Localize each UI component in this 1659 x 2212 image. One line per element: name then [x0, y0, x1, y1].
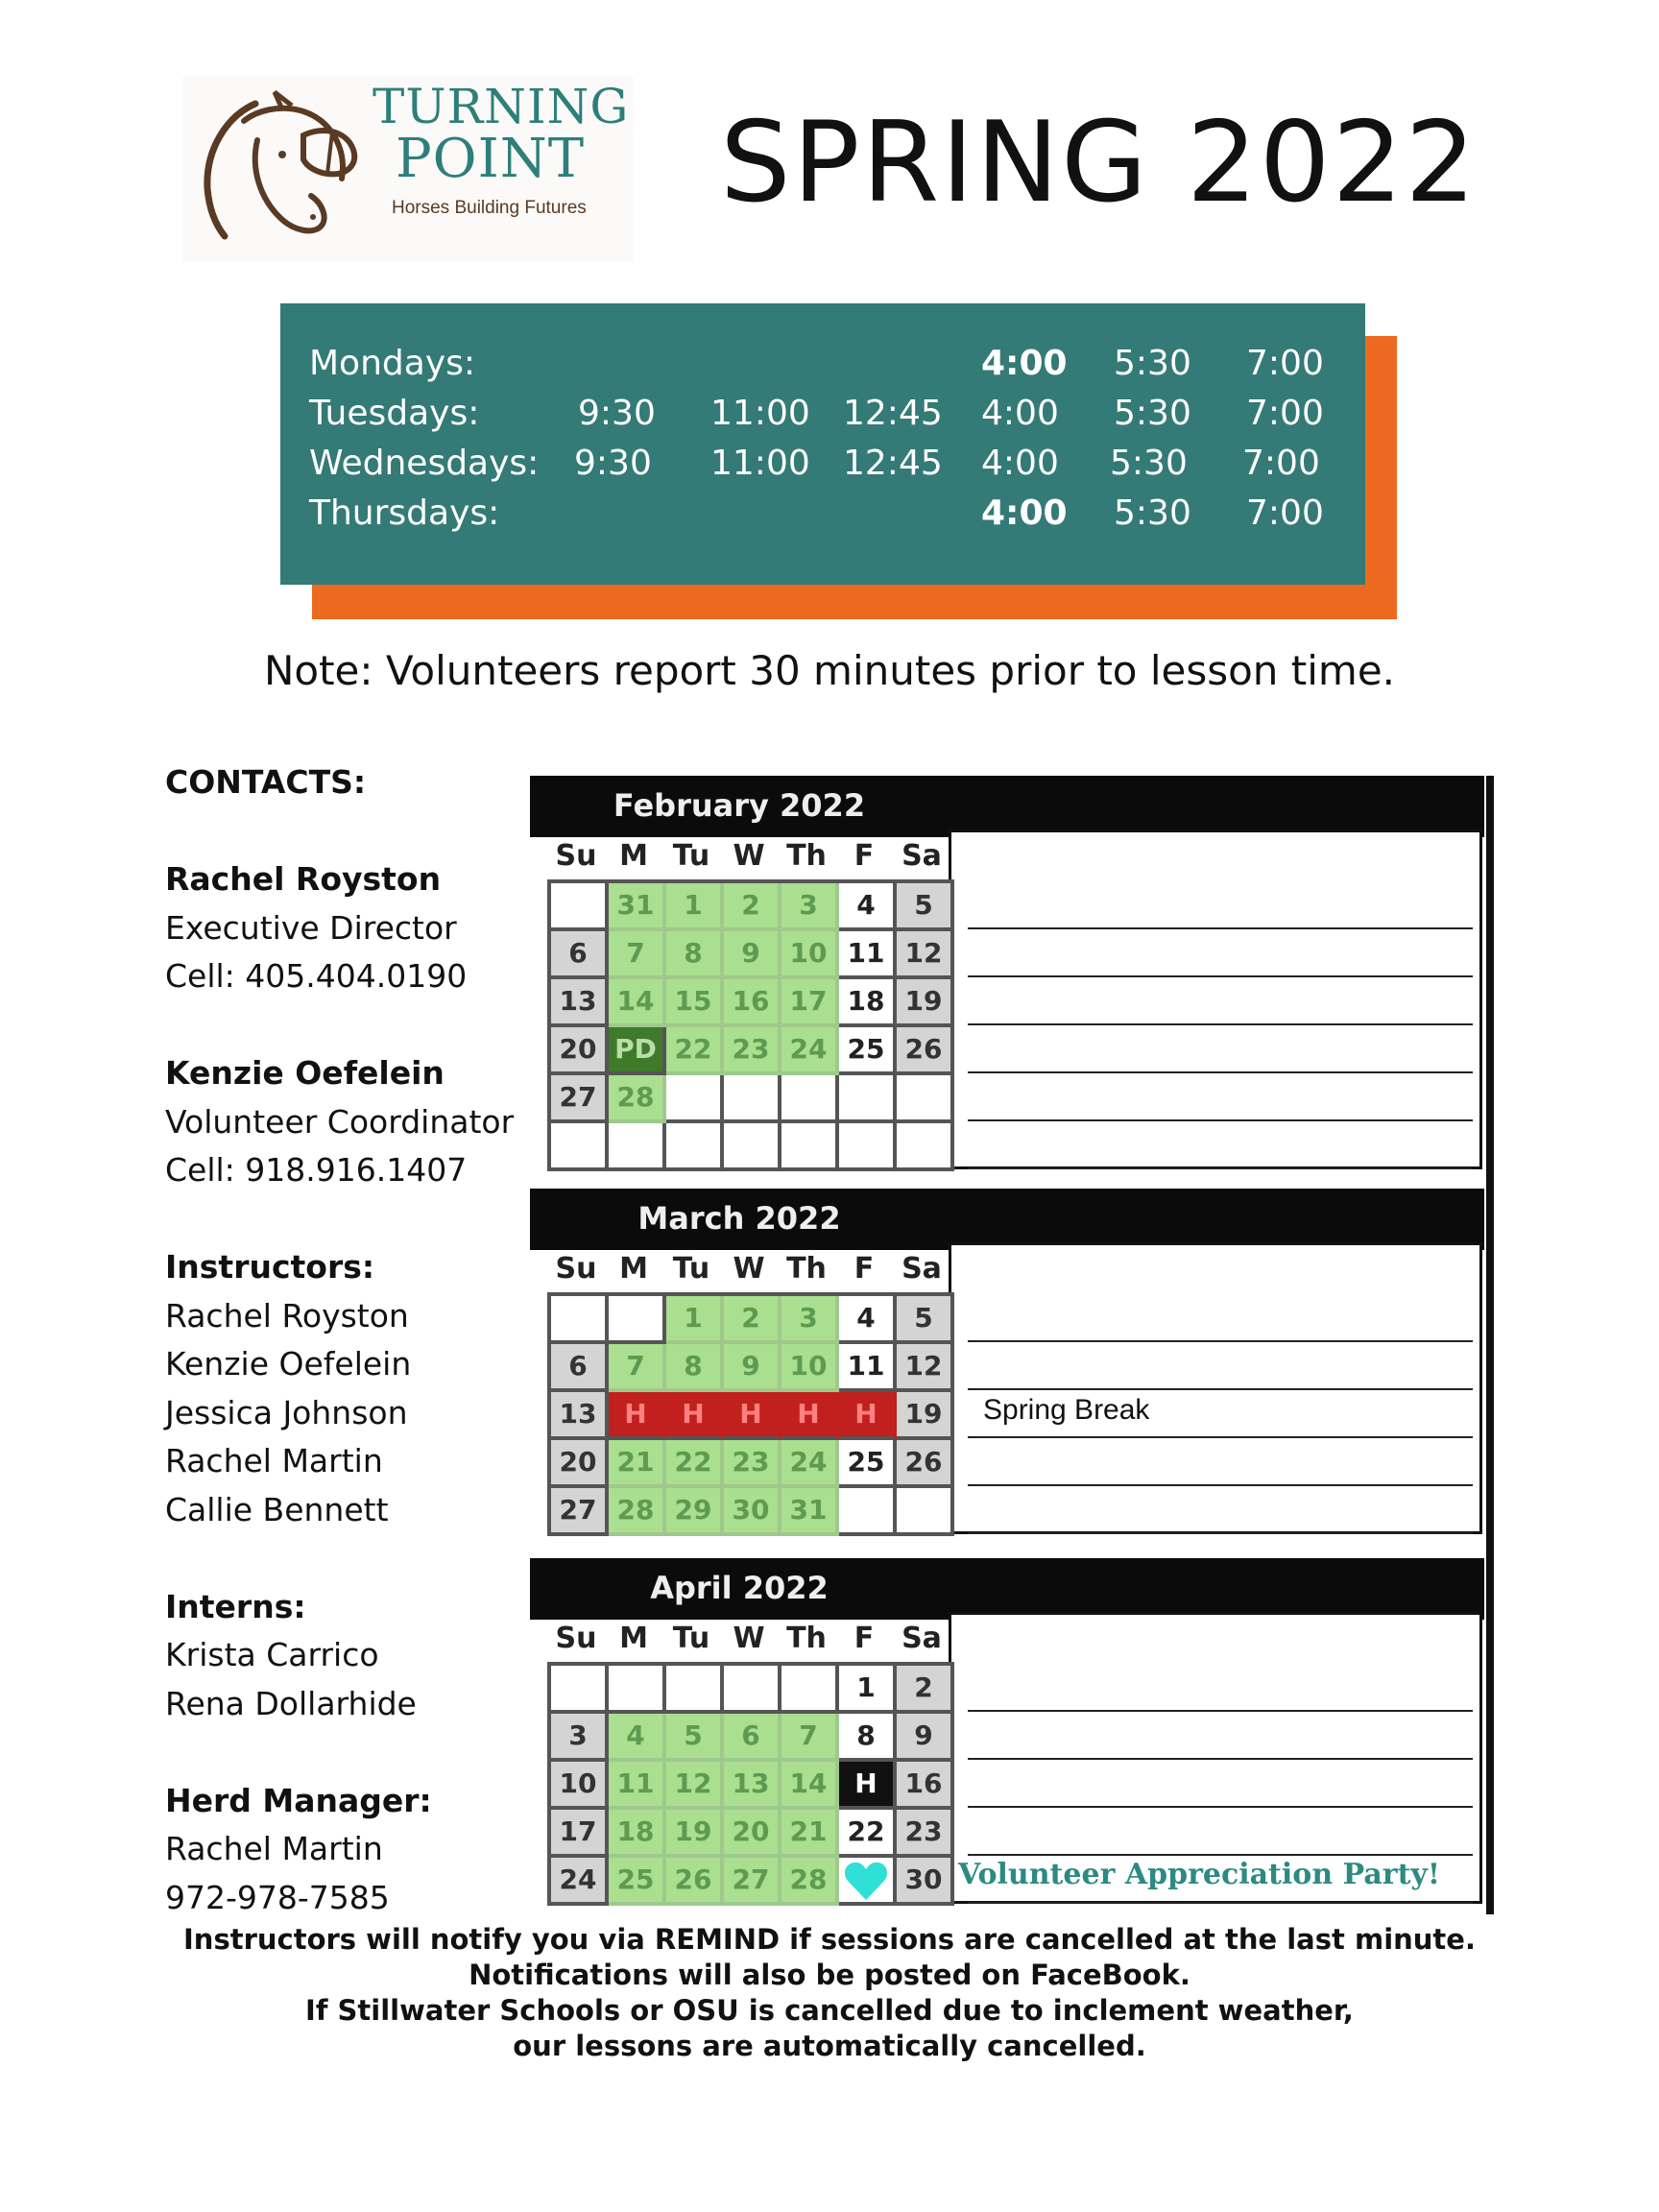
schedule-time: 5:30: [1110, 444, 1188, 483]
schedule-day: Mondays:: [309, 344, 476, 383]
month-title-bar: [530, 1189, 1484, 1250]
schedule-time: 4:00: [981, 444, 1059, 483]
calendar-day-cell: 11: [839, 931, 897, 979]
volunteer-party-note: Volunteer Appreciation Party!: [958, 1858, 1441, 1891]
calendar-day-cell: 30: [897, 1858, 954, 1906]
logo-word-turning: TURNING: [373, 79, 630, 134]
calendar-day-cell: [609, 1666, 666, 1714]
contact-phone: Cell: 405.404.0190: [165, 957, 468, 995]
calendar-day-cell: 6: [551, 1344, 609, 1392]
month-grid: [547, 1292, 954, 1536]
month-title: March 2022: [637, 1200, 841, 1237]
calendar-day-cell: 4: [839, 883, 897, 931]
calendar-day-cell: 10: [551, 1762, 609, 1810]
month-title-bar: [530, 1558, 1484, 1620]
calendar-day-cell: 18: [839, 979, 897, 1027]
calendar-day-cell: 26: [897, 1440, 954, 1488]
weekday-header: F: [854, 1622, 875, 1655]
calendar-day-cell: 27: [551, 1075, 609, 1123]
calendar-day-cell: 31: [609, 883, 666, 931]
schedule-time: 4:00: [981, 493, 1068, 533]
weekday-header: Sa: [902, 839, 942, 873]
calendar-day-cell: 15: [666, 979, 724, 1027]
weekday-header: Tu: [672, 1622, 710, 1655]
calendar-day-cell: 8: [666, 1344, 724, 1392]
calendar-day-cell: 23: [724, 1027, 781, 1075]
instructor-name: Kenzie Oefelein: [165, 1345, 412, 1382]
turning-point-logo: [182, 77, 634, 261]
weekday-header: F: [854, 1252, 875, 1286]
intern-name: Rena Dollarhide: [165, 1684, 417, 1722]
calendar-day-cell: 9: [724, 931, 781, 979]
calendar-day-cell: 10: [781, 931, 839, 979]
calendar-day-cell: 11: [839, 1344, 897, 1392]
weekday-header: Su: [555, 1252, 597, 1286]
calendar-day-cell: 11: [609, 1762, 666, 1810]
calendar-day-cell: [897, 1488, 954, 1536]
calendar-day-cell: 5: [666, 1714, 724, 1762]
calendar-day-cell: H: [839, 1392, 897, 1440]
weekday-header: Tu: [672, 839, 710, 873]
month-title-bar: [530, 776, 1484, 837]
calendar-day-cell: 20: [551, 1027, 609, 1075]
calendar-day-cell: 10: [781, 1344, 839, 1392]
calendar-day-cell: 13: [551, 979, 609, 1027]
calendar-day-cell: 28: [609, 1075, 666, 1123]
calendar-day-cell: 2: [724, 883, 781, 931]
schedule-time: 7:00: [1246, 493, 1324, 533]
note-label: Note:: [263, 647, 373, 694]
month-title: February 2022: [613, 787, 866, 824]
calendar-day-cell: [551, 1123, 609, 1171]
calendar-day-cell: 19: [897, 979, 954, 1027]
calendar-day-cell: 27: [551, 1488, 609, 1536]
calendar-day-cell: 24: [551, 1858, 609, 1906]
calendar-day-cell: [551, 1666, 609, 1714]
calendar-day-cell: [666, 1075, 724, 1123]
calendar-day-cell: 25: [839, 1027, 897, 1075]
logo-word-point: POINT: [396, 128, 586, 190]
weekday-header: Th: [786, 839, 827, 873]
weekday-header: Th: [786, 1622, 827, 1655]
schedule-time: 12:45: [843, 394, 943, 433]
calendar-day-cell: 16: [897, 1762, 954, 1810]
schedule-day: Tuesdays:: [309, 394, 480, 433]
schedule-time: 4:00: [981, 394, 1059, 433]
calendar-day-cell: 25: [839, 1440, 897, 1488]
month-title: April 2022: [650, 1570, 829, 1606]
schedule-row-tuesday: [309, 394, 1346, 444]
calendar-day-cell: 9: [724, 1344, 781, 1392]
calendar-day-cell: [781, 1666, 839, 1714]
calendar-day-cell: 18: [609, 1810, 666, 1858]
calendar-day-cell: 5: [897, 1296, 954, 1344]
note-text: Volunteers report 30 minutes prior to lesson time.: [385, 647, 1396, 694]
calendar-day-cell: 2: [724, 1296, 781, 1344]
calendar-day-cell: 26: [666, 1858, 724, 1906]
calendar-day-cell: 26: [897, 1027, 954, 1075]
contact-name: Rachel Royston: [165, 860, 442, 898]
weekday-header: W: [733, 1622, 765, 1655]
cancellation-notice: [0, 1922, 1659, 2064]
notice-line: our lessons are automatically cancelled.: [513, 2030, 1146, 2062]
spring-break-note: Spring Break: [983, 1394, 1150, 1426]
schedule-time: 9:30: [578, 394, 656, 433]
herd-manager-name: Rachel Martin: [165, 1830, 383, 1867]
calendar-day-cell: 7: [781, 1714, 839, 1762]
calendar-day-cell: 22: [666, 1027, 724, 1075]
schedule-time: 5:30: [1114, 344, 1191, 383]
weekday-header: W: [733, 839, 765, 873]
weekday-header: M: [619, 1252, 648, 1286]
calendar-day-cell: 21: [609, 1440, 666, 1488]
calendar-day-cell: 12: [666, 1762, 724, 1810]
calendar-day-cell: [724, 1075, 781, 1123]
calendar-day-cell: [609, 1123, 666, 1171]
calendar-day-cell: 28: [609, 1488, 666, 1536]
herd-manager-phone: 972-978-7585: [165, 1878, 390, 1916]
weekday-header: Sa: [902, 1622, 942, 1655]
calendar-day-cell: 25: [609, 1858, 666, 1906]
calendar-day-cell: 13: [551, 1392, 609, 1440]
calendar-day-cell: 14: [609, 979, 666, 1027]
contact-role: Volunteer Coordinator: [165, 1102, 515, 1141]
calendar-day-cell: H: [609, 1392, 666, 1440]
calendar-day-cell: H: [666, 1392, 724, 1440]
calendar-day-cell: H: [781, 1392, 839, 1440]
calendar-day-cell: 27: [724, 1858, 781, 1906]
calendar-day-cell: 28: [781, 1858, 839, 1906]
calendar-day-cell: 24: [781, 1440, 839, 1488]
interns-heading: Interns:: [165, 1587, 306, 1625]
month-grid: [547, 1662, 954, 1906]
calendar-month-mar: [530, 1189, 1484, 1534]
calendar-day-cell: 3: [781, 883, 839, 931]
month-grid: [547, 879, 954, 1171]
calendar-day-cell: 9: [897, 1714, 954, 1762]
calendar-day-cell: [551, 883, 609, 931]
calendar-day-cell: 24: [781, 1027, 839, 1075]
calendar-day-cell: 1: [839, 1666, 897, 1714]
calendar-day-cell: 19: [666, 1810, 724, 1858]
schedule-time: 7:00: [1246, 344, 1324, 383]
calendar-day-cell: 19: [897, 1392, 954, 1440]
heart-icon: [839, 1858, 897, 1906]
calendar-day-cell: [839, 1075, 897, 1123]
calendar-day-cell: 7: [609, 1344, 666, 1392]
calendar-day-cell: 13: [724, 1762, 781, 1810]
calendar-day-cell: 5: [897, 883, 954, 931]
schedule-time: 11:00: [710, 444, 810, 483]
calendar-day-cell: [724, 1123, 781, 1171]
calendar-day-cell: 2: [897, 1666, 954, 1714]
weekday-header: Su: [555, 1622, 597, 1655]
contact-phone: Cell: 918.916.1407: [165, 1151, 468, 1189]
calendar-day-cell: 29: [666, 1488, 724, 1536]
notice-line: Instructors will notify you via REMIND if sessions are cancelled at the last minute.: [183, 1923, 1476, 1956]
herd-manager-heading: Herd Manager:: [165, 1781, 432, 1819]
notice-line: Notifications will also be posted on FaceBook.: [469, 1959, 1190, 1991]
calendar-day-cell: [551, 1296, 609, 1344]
schedule-time: 5:30: [1114, 493, 1191, 533]
instructor-name: Jessica Johnson: [165, 1393, 408, 1431]
schedule-time: 7:00: [1246, 394, 1324, 433]
calendar-day-cell: 21: [781, 1810, 839, 1858]
calendar-day-cell: 1: [666, 883, 724, 931]
schedule-row-thursday: [309, 493, 1346, 543]
instructor-name: Rachel Royston: [165, 1296, 409, 1334]
schedule-time: 7:00: [1242, 444, 1320, 483]
instructor-name: Callie Bennett: [165, 1490, 389, 1528]
contacts-heading: CONTACTS:: [165, 763, 367, 801]
calendar-day-cell: 4: [839, 1296, 897, 1344]
spring-calendar: [530, 776, 1496, 1914]
calendar-day-cell: 23: [897, 1810, 954, 1858]
calendar-day-cell: 17: [781, 979, 839, 1027]
calendar-day-cell: [897, 1075, 954, 1123]
calendar-day-cell: 3: [551, 1714, 609, 1762]
weekday-header: W: [733, 1252, 765, 1286]
calendar-month-feb: [530, 776, 1484, 1169]
weekday-header: M: [619, 1622, 648, 1655]
calendar-day-cell: H: [839, 1762, 897, 1810]
page-title: SPRING 2022: [720, 98, 1479, 228]
logo-tagline: Horses Building Futures: [392, 198, 587, 218]
instructors-heading: Instructors:: [165, 1248, 375, 1286]
calendar-day-cell: 22: [666, 1440, 724, 1488]
schedule-time: 11:00: [710, 394, 810, 433]
weekday-header: Sa: [902, 1252, 942, 1286]
calendar-day-cell: [781, 1123, 839, 1171]
calendar-day-cell: [839, 1123, 897, 1171]
calendar-day-cell: 20: [724, 1810, 781, 1858]
calendar-day-cell: 22: [839, 1810, 897, 1858]
calendar-day-cell: 20: [551, 1440, 609, 1488]
weekday-header: Tu: [672, 1252, 710, 1286]
calendar-day-cell: PD: [609, 1027, 666, 1075]
weekday-header: M: [619, 839, 648, 873]
schedule-time: 4:00: [981, 344, 1068, 383]
calendar-day-cell: [724, 1666, 781, 1714]
horse-head-icon: [188, 83, 371, 255]
schedule-time: 12:45: [843, 444, 943, 483]
calendar-day-cell: 1: [666, 1296, 724, 1344]
calendar-day-cell: 8: [666, 931, 724, 979]
weekday-header: Su: [555, 839, 597, 873]
schedule-time: 9:30: [574, 444, 652, 483]
calendar-day-cell: 12: [897, 931, 954, 979]
weekday-header: Th: [786, 1252, 827, 1286]
calendar-day-cell: 17: [551, 1810, 609, 1858]
calendar-month-apr: [530, 1558, 1484, 1904]
schedule-day: Thursdays:: [309, 493, 500, 533]
calendar-day-cell: H: [724, 1392, 781, 1440]
calendar-day-cell: [897, 1123, 954, 1171]
intern-name: Krista Carrico: [165, 1636, 379, 1673]
calendar-day-cell: [839, 1488, 897, 1536]
calendar-day-cell: [781, 1075, 839, 1123]
schedule-day: Wednesdays:: [309, 444, 540, 483]
instructor-name: Rachel Martin: [165, 1442, 383, 1479]
calendar-day-cell: 14: [781, 1762, 839, 1810]
calendar-day-cell: 12: [897, 1344, 954, 1392]
calendar-day-cell: 23: [724, 1440, 781, 1488]
schedule-row-monday: [309, 344, 1346, 394]
calendar-day-cell: 16: [724, 979, 781, 1027]
calendar-day-cell: 31: [781, 1488, 839, 1536]
weekday-header: F: [854, 839, 875, 873]
lesson-schedule-box: [280, 303, 1365, 585]
calendar-day-cell: 3: [781, 1296, 839, 1344]
notice-line: If Stillwater Schools or OSU is cancelled due to inclement weather,: [305, 1994, 1354, 2027]
contacts-panel: [165, 758, 549, 1922]
calendar-day-cell: 4: [609, 1714, 666, 1762]
schedule-time: 5:30: [1114, 394, 1191, 433]
calendar-day-cell: 8: [839, 1714, 897, 1762]
contact-role: Executive Director: [165, 908, 457, 947]
calendar-day-cell: [666, 1123, 724, 1171]
volunteer-note: [0, 647, 1659, 694]
calendar-day-cell: 6: [551, 931, 609, 979]
calendar-day-cell: [666, 1666, 724, 1714]
calendar-day-cell: 6: [724, 1714, 781, 1762]
schedule-row-wednesday: [309, 444, 1346, 493]
calendar-day-cell: 30: [724, 1488, 781, 1536]
calendar-day-cell: [609, 1296, 666, 1344]
calendar-day-cell: 7: [609, 931, 666, 979]
contact-name: Kenzie Oefelein: [165, 1054, 445, 1092]
